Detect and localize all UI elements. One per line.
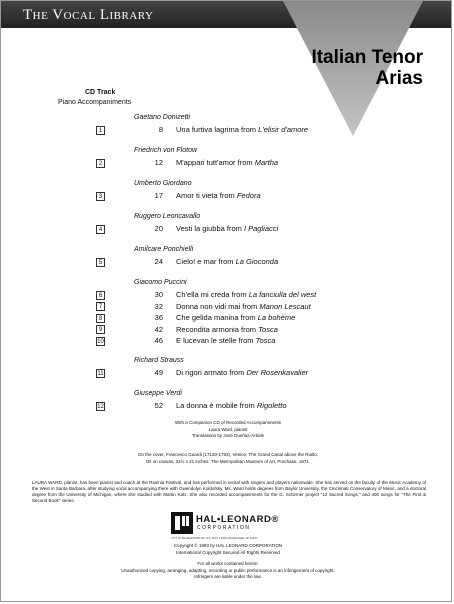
hal-leonard-emblem-icon	[171, 512, 193, 534]
opera-title: Tosca	[258, 324, 278, 334]
song-title: La donna è mobile from	[176, 401, 257, 410]
opera-title: La fanciulla del west	[248, 290, 317, 299]
page-number: 32	[154, 301, 163, 311]
song-entry	[176, 191, 261, 200]
cd-track-header: CD Track	[85, 89, 116, 96]
companion-line1: With a Companion CD of Recorded Accompaniments	[174, 420, 282, 425]
companion-line2: Laura Ward, pianist	[208, 426, 248, 432]
page-number: 30	[154, 290, 163, 299]
song-entry	[176, 302, 311, 311]
page-number: 12	[154, 158, 163, 167]
song-title: Ch'ella mi creda from	[176, 290, 249, 299]
song-title: Che gelida manina from	[176, 313, 258, 322]
copyright-line2: International Copyright Secured All Rights Reserved	[176, 549, 280, 555]
song-entry	[176, 125, 308, 134]
opera-title: I Pagliacci	[243, 224, 279, 233]
song-title: E lucevan le stelle from	[176, 336, 256, 345]
opera-title: Tosca	[255, 336, 276, 345]
opera-title: Manon Lescaut	[259, 301, 311, 311]
cd-track-number: 3	[96, 192, 105, 201]
song-entry	[176, 368, 308, 377]
composer-name: Giacomo Puccini	[134, 279, 187, 286]
composer-name: Umberto Giordano	[134, 180, 192, 187]
cd-track-number: 6	[96, 291, 105, 300]
song-entry	[176, 401, 287, 410]
cd-track-number: 10	[97, 338, 104, 345]
song-title: M'appari tutt'amor from	[176, 158, 255, 167]
cd-track-number: 8	[96, 314, 105, 323]
song-title: Cielo! e mar from	[176, 257, 236, 266]
cd-track-number: 9	[96, 325, 105, 334]
page-number: 46	[154, 336, 163, 345]
opera-title: Der Rosenkavalier	[246, 368, 309, 377]
cover-note-line2: Oil on canvas, 33½ x 21 inches. The Metropolitan Museum of Art, Purchase, 1871.	[145, 458, 311, 464]
publisher-logo	[171, 512, 281, 538]
publisher-sub: CORPORATION	[197, 525, 251, 531]
cd-track-number: 11	[97, 370, 104, 377]
page-number: 49	[154, 368, 163, 377]
composer-name: Amilcare Ponchielli	[134, 246, 194, 253]
legal-line3: Infringers are liable under the law.	[194, 574, 262, 579]
book-title-line1: Italian Tenor	[311, 47, 423, 68]
cd-track-number: 1	[96, 126, 105, 135]
song-entry	[176, 224, 278, 233]
opera-title: Martha	[254, 158, 279, 167]
page-number: 20	[154, 224, 163, 233]
page-number: 8	[158, 125, 163, 134]
composer-name: Gaetano Donizetti	[134, 114, 191, 121]
pianist-bio: LAURA WARD, pianist, has been pianist and coach at the Ravinia Festival, and has performed in recital with singers and players nationwide. She has served on the faculty of the Music Academy of the West in Santa Barbara, after studying vocal accompanying there with Gwendolyn Koldofsky. Ms. Ward holds degrees from Baylor University, the Cincinnati Conservatory of Music, and a doctoral degree from the University of Michigan, where she studied with Martin Katz. She also recorded accompaniments for the G. Schirmer project "12 Sacred Songs," and 400 songs for "The First & Second Book" series.	[32, 480, 426, 503]
song-entry	[176, 158, 278, 167]
opera-title: La Gioconda	[235, 257, 279, 266]
song-title: Amor ti vieta from	[176, 191, 237, 200]
composer-name: Richard Strauss	[134, 357, 184, 364]
song-title: Recondita armonia from	[176, 324, 259, 334]
copyright-line1: Copyright © 1993 by HAL LEONARD CORPORATION	[173, 543, 283, 548]
composer-name: Giuseppe Verdi	[134, 390, 182, 397]
companion-line3: Translations by José Dueñas-Arbide	[191, 433, 265, 438]
composer-name: Ruggero Leoncavallo	[134, 213, 201, 220]
publisher-name: HAL•LEONARD®	[196, 514, 279, 525]
publisher-address: 7777 W. BLUEMOUND RD. P.O. BOX 13819 MILWAUKEE, WI 53213	[171, 536, 258, 540]
song-entry	[176, 325, 278, 334]
cd-track-number: 7	[96, 302, 105, 311]
series-title: The Vocal Library	[23, 7, 154, 23]
page-number: 24	[154, 257, 163, 266]
song-title: Una furtiva lagrima from	[176, 125, 259, 134]
cover-note-line1: On the cover, Francesco Guardi (17120-1793), Venice: The Grand Canal above the Rialto,	[137, 452, 319, 457]
song-entry	[176, 290, 316, 299]
page-number: 17	[154, 191, 163, 200]
cd-track-number: 4	[96, 225, 105, 234]
book-title-line2: Arias	[375, 68, 423, 89]
song-entry	[176, 313, 295, 322]
legal-block	[1, 561, 452, 581]
opera-title: L'elisir d'amore	[258, 125, 309, 134]
copyright-block	[1, 543, 452, 556]
cd-track-number: 2	[96, 159, 105, 168]
song-title: Di rigori armato from	[176, 368, 247, 377]
page-number: 52	[154, 401, 163, 410]
page-number: 36	[154, 313, 163, 322]
song-entry	[176, 336, 275, 345]
cd-track-number: 12	[97, 403, 104, 410]
legal-line1: For all works contained herein:	[197, 561, 259, 566]
composer-name: Friedrich von Flotow	[134, 147, 198, 154]
book-title	[311, 47, 423, 89]
opera-title: Fedora	[236, 191, 261, 200]
opera-title: Rigoletto	[256, 401, 287, 410]
opera-title: La bohème	[257, 313, 296, 322]
companion-cd-note	[1, 420, 452, 440]
piano-accompaniments-header: Piano Accompaniments	[58, 99, 132, 106]
song-title: Vesti la giubba from	[176, 224, 244, 233]
song-entry	[176, 257, 278, 266]
legal-line2: Unauthorized copying, arranging, adapting, recording or public performance is an infringement of copyright.	[121, 567, 335, 573]
cd-track-number: 5	[96, 258, 105, 267]
cover-note	[1, 452, 452, 465]
song-title: Donna non vidi mai from	[176, 301, 260, 311]
page-number: 42	[154, 324, 163, 334]
